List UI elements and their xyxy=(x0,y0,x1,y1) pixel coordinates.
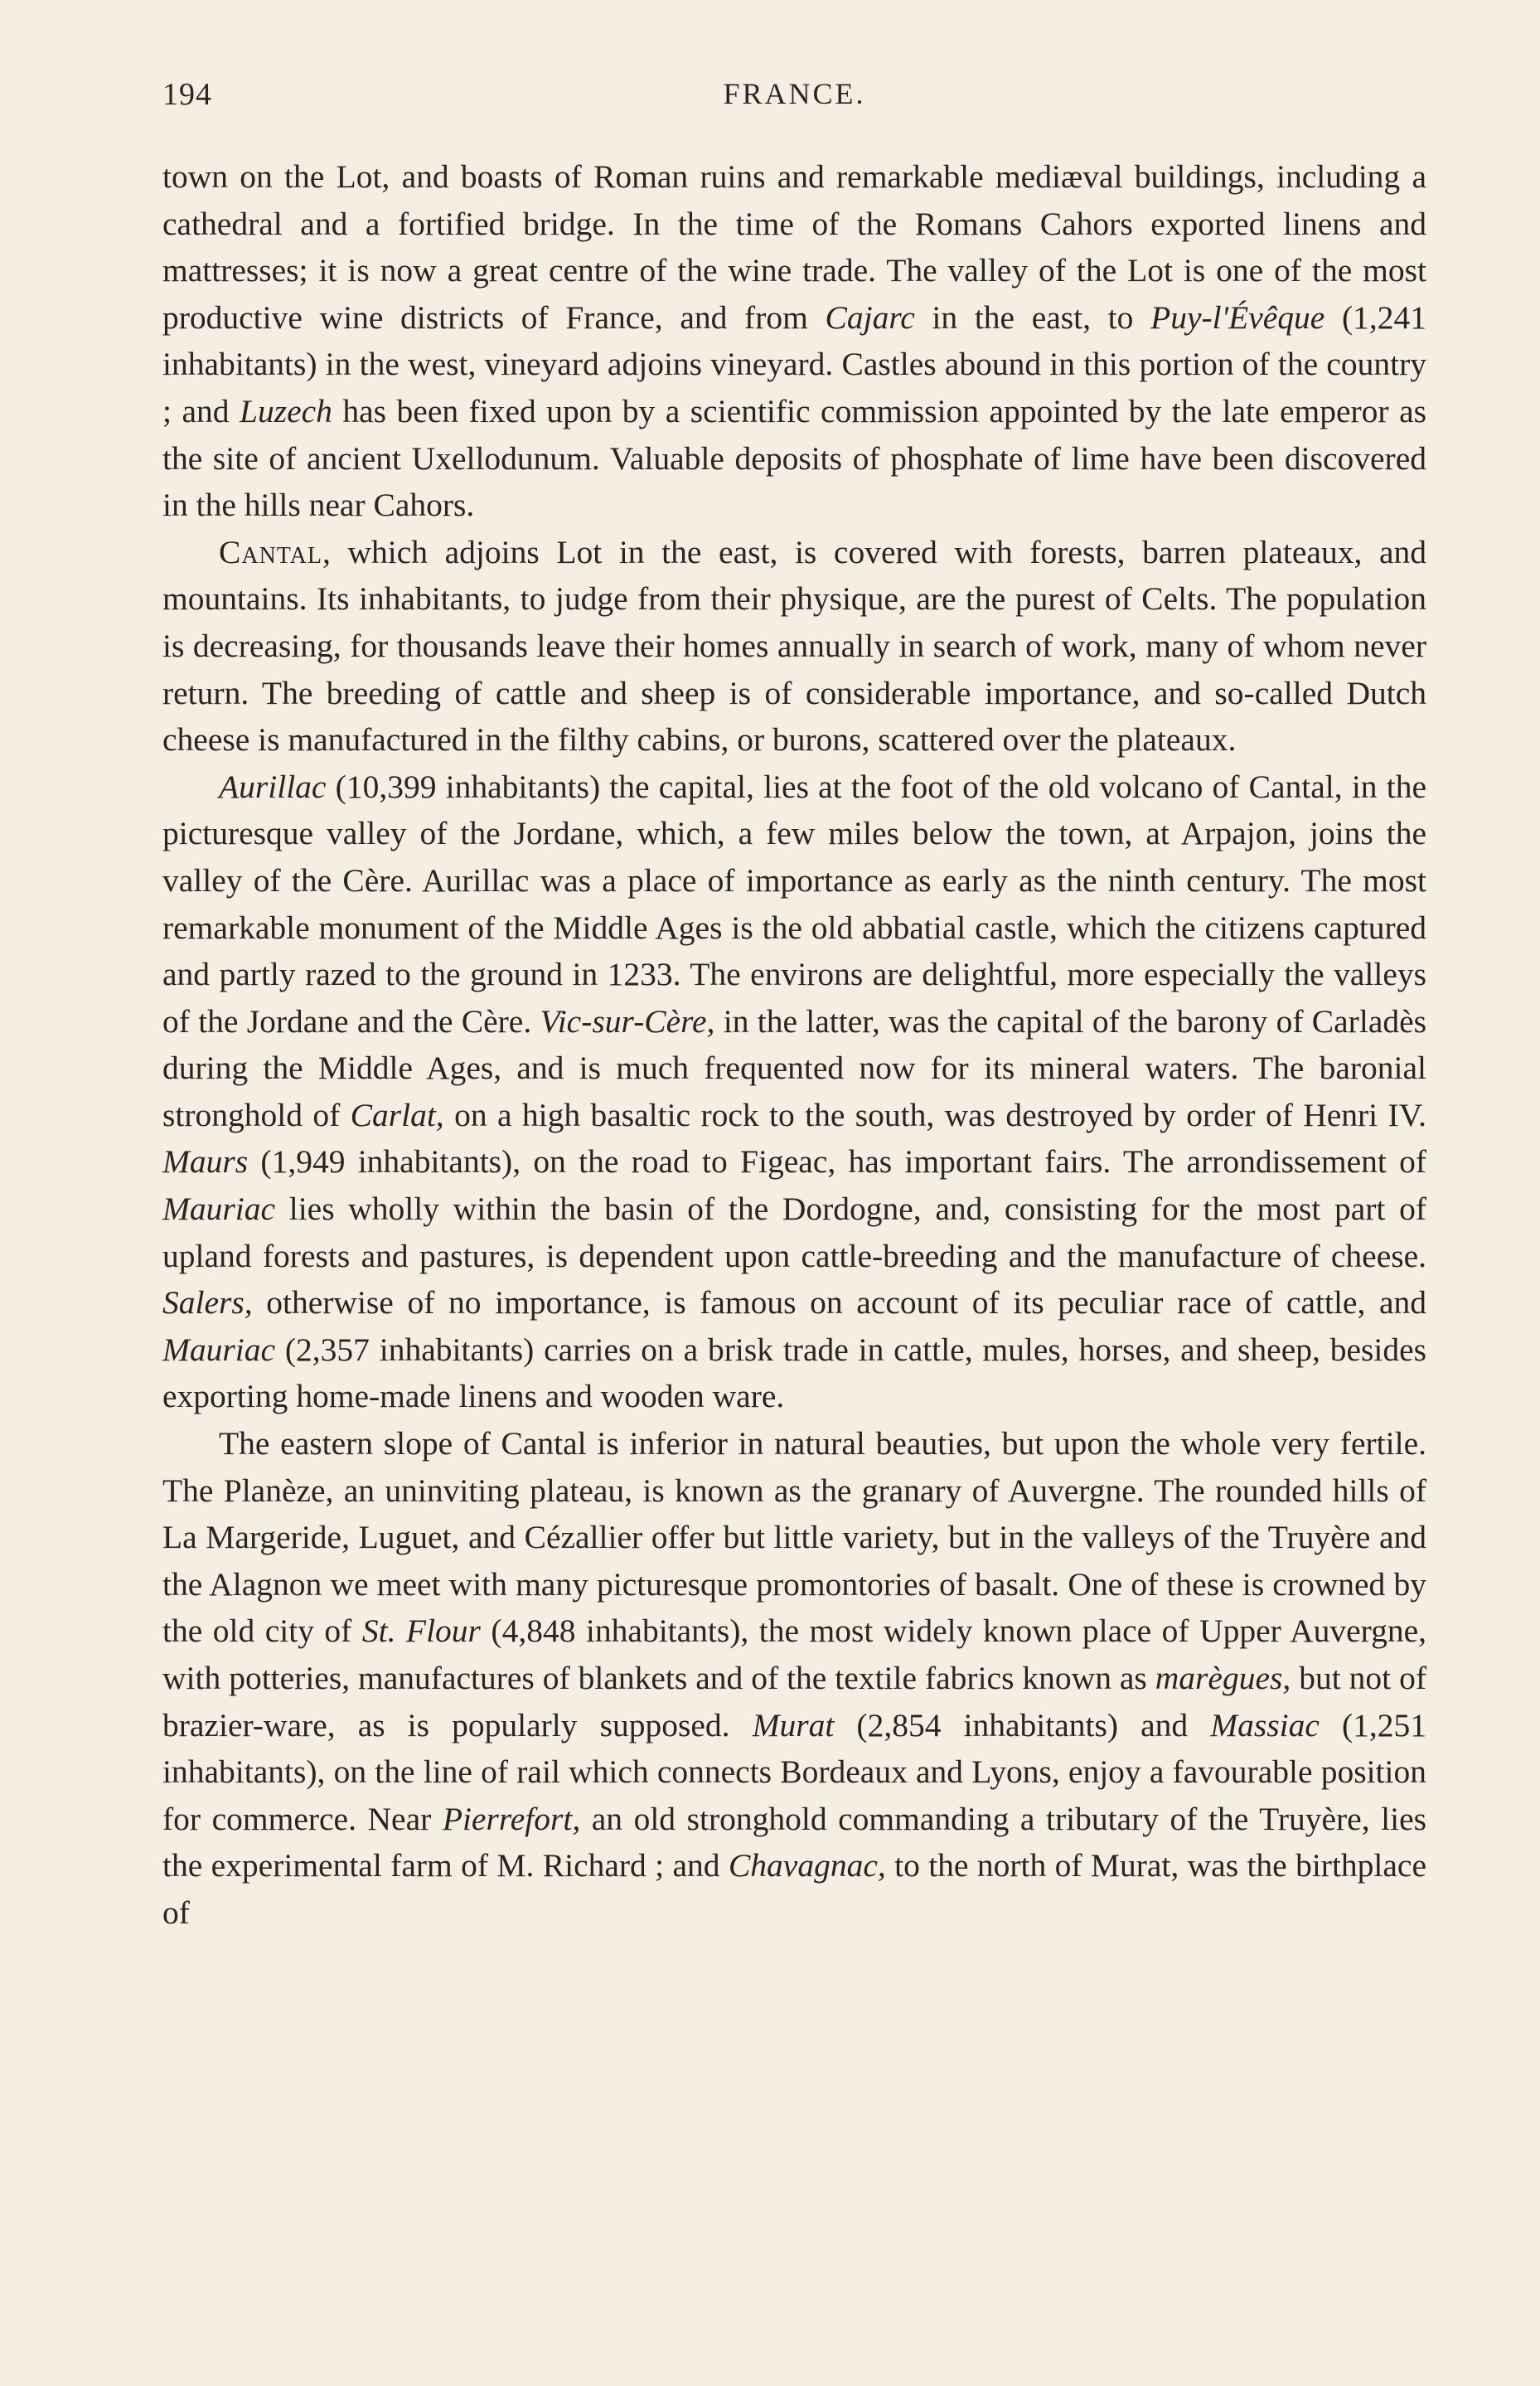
paragraph xyxy=(162,153,1426,529)
italic-term: marègues, xyxy=(1155,1660,1291,1696)
italic-term: Vic-sur-Cère, xyxy=(540,1002,715,1040)
text-run: (4,848 inhabitants), the most widely known place of Upper Auvergne, with potteries, manufactures of blankets and of the textile fabrics known as xyxy=(162,1612,1426,1696)
italic-term: Aurillac xyxy=(219,768,327,805)
text-run: has been fixed upon by a scientific commission appointed by the late emperor as the site of ancient Uxellodunum. Valuable deposits of phosphate of lime have been discovered in the hills near Cahors. xyxy=(162,392,1426,524)
text-run: (2,854 inhabitants) and xyxy=(834,1706,1211,1743)
italic-term: Maurs xyxy=(162,1143,249,1181)
italic-term: St. Flour xyxy=(361,1612,481,1650)
text-run: (10,399 inhabitants) the capital, lies at the foot of the old volcano of Cantal, in the picturesque valley of the Jordane, which, a few miles below the town, at Arpajon, joins the valley of the Cère. Aurillac was a place of importance as early as the ninth century. The most remarkable monument of the Middle Ages is the old abbatial castle, which the citizens captured and partly razed to the ground in 1233. The environs are delightful, more especially the valleys of the Jordane and the Cère. xyxy=(162,768,1426,1040)
italic-term: Pierrefort, xyxy=(442,1800,581,1837)
italic-term: Carlat, xyxy=(350,1096,444,1133)
italic-term: Salers, xyxy=(162,1284,253,1322)
italic-term: Mauriac xyxy=(162,1331,276,1368)
text-run: The eastern slope of Cantal is inferior in natural beauties, but upon the whole very fertile. The Planèze, an uninviting plateau, is known as the granary of Auvergne. The rounded hills of La Margeride, Luguet, and Cézallier offer but little variety, but in the valleys of the Truyère and the Alagnon we meet with many picturesque promontories of basalt. One of these is crowned by the old city of xyxy=(162,1425,1426,1650)
text-run: (2,357 inhabitants) carries on a brisk trade in cattle, mules, horses, and sheep, besides exporting home-made linens and wooden ware. xyxy=(162,1331,1426,1415)
text-run: in the latter, was the capital of the barony of Carladès during the Middle Ages, and is much frequented now for its mineral waters. The baronial stronghold of xyxy=(162,1002,1426,1133)
text-run: but not of brazier-ware, as is popularly supposed. xyxy=(162,1660,1426,1743)
italic-term: Puy-l'Évêque xyxy=(1150,298,1325,336)
text-run: to the north of Murat, was the birthplace of xyxy=(162,1847,1426,1931)
running-head: FRANCE. xyxy=(723,77,866,110)
page-number: 194 xyxy=(162,77,212,112)
text-run: an old stronghold commanding a tributary of the Truyère, lies the experimental farm of M. Richard ; and xyxy=(162,1800,1426,1884)
italic-term: Murat xyxy=(752,1706,835,1743)
italic-term: Luzech xyxy=(240,392,332,429)
paragraph xyxy=(162,529,1426,764)
text-run: (1,949 inhabitants), on the road to Figeac, has important fairs. The arrondissement of xyxy=(248,1143,1426,1181)
text-run: town on the Lot, and boasts of Roman ruins and remarkable mediæval buildings, including a cathedral and a fortified bridge. In the time of the Romans Cahors exported linens and mattresses; it is now a great centre of the wine trade. The valley of the Lot is one of the most productive wine districts of France, and from xyxy=(162,158,1426,336)
text-run: (1,251 inhabitants), on the line of rail which connects Bordeaux and Lyons, enjoy a favourable position for commerce. Near xyxy=(162,1706,1426,1837)
italic-term: Mauriac xyxy=(162,1191,276,1228)
text-run: lies wholly within the basin of the Dordogne, and, consisting for the most part of upland forests and pastures, is dependent upon cattle-breeding and the manufacture of cheese. xyxy=(162,1191,1426,1274)
small-caps-term: Cantal xyxy=(219,533,322,570)
italic-term: Chavagnac, xyxy=(728,1847,886,1884)
body-text xyxy=(162,153,1426,1937)
text-run: otherwise of no importance, is famous on account of its peculiar race of cattle, and xyxy=(252,1284,1426,1322)
text-run: on a high basaltic rock to the south, was destroyed by order of Henri IV. xyxy=(443,1096,1426,1133)
italic-term: Cajarc xyxy=(825,298,915,336)
text-run: (1,241 inhabitants) in the west, vineyard adjoins vineyard. Castles abound in this portion of the country ; and xyxy=(162,298,1427,429)
text-run: in the east, to xyxy=(914,298,1151,336)
paragraph xyxy=(162,764,1426,1420)
text-run: , which adjoins Lot in the east, is covered with forests, barren plateaux, and mountains. Its inhabitants, to judge from their physique, are the purest of Celts. The population is decreasing, for thousands leave their homes annually in search of work, many of whom never return. The breeding of cattle and sheep is of considerable importance, and so-called Dutch cheese is manufactured in the filthy cabins, or burons, scattered over the plateaux. xyxy=(162,533,1426,759)
italic-term: Massiac xyxy=(1210,1706,1320,1743)
page-header xyxy=(162,76,1426,126)
paragraph xyxy=(162,1420,1426,1937)
